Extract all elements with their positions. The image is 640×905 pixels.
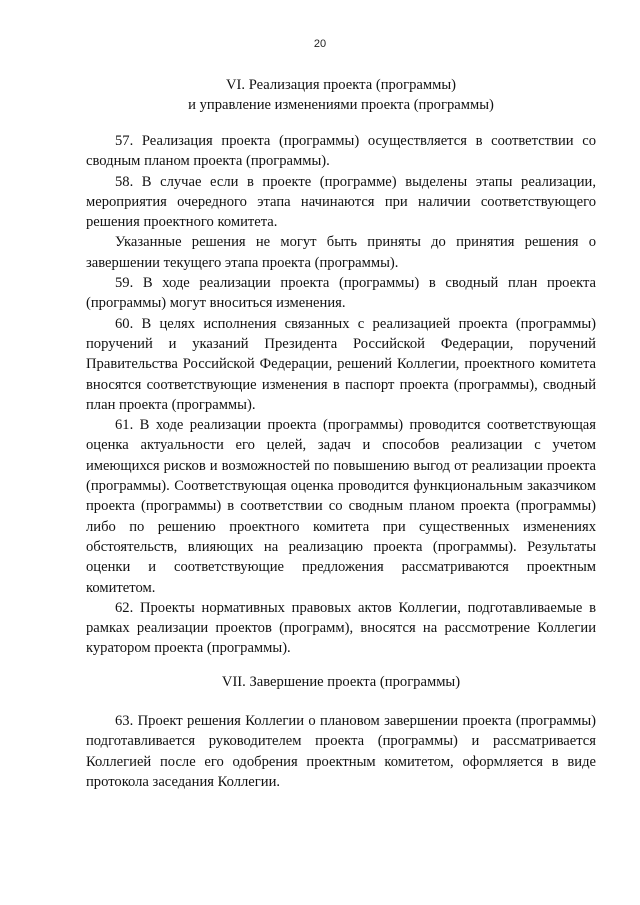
paragraph-60: 60. В целях исполнения связанных с реализацией проекта (программы) поручений и указаний Президента Российской Федерации, поручений Правительства Российской Федерации, решений Коллегии, проектного комитета вносятся соответствующие изменения в паспорт проекта (программы), сводный план проекта (программы). [86,315,596,413]
paragraph-62: 62. Проекты нормативных правовых актов Коллегии, подготавливаемые в рамках реализации проектов (программ), вносятся на рассмотрение Коллегии куратором проекта (программы). [86,599,596,657]
paragraph-58-continued: Указанные решения не могут быть приняты до принятия решения о завершении текущего этапа проекта (программы). [86,234,596,271]
paragraph-57: 57. Реализация проекта (программы) осуществляется в соответствии со сводным планом проекта (программы). [86,133,596,170]
section-heading-line: VII. Завершение проекта (программы) [221,674,461,690]
paragraph-58: 58. В случае если в проекте (программе) выделены этапы реализации, мероприятия очередного этапа начинаются при наличии соответствующего решения проектного комитета. [86,173,596,231]
section-body-vi [86,131,596,659]
paragraph-63: 63. Проект решения Коллегии о плановом завершении проекта (программы) подготавливается руководителем проекта (программы) и рассматривается Коллегией после его одобрения проектным комитетом, оформляется в виде протокола заседания Коллегии. [86,713,596,790]
paragraph-59: 59. В ходе реализации проекта (программы) в сводный план проекта (программы) могут вноситься изменения. [86,275,596,312]
section-body-vii [86,711,596,792]
section-heading-vii [86,672,596,692]
section-heading-vi [86,75,596,115]
section-heading-line: и управление изменениями проекта (программы) [188,97,494,113]
page-number: 20 [313,38,327,50]
section-heading-line: VI. Реализация проекта (программы) [226,77,456,93]
paragraph-61: 61. В ходе реализации проекта (программы) проводится соответствующая оценка актуальности его целей, задач и способов реализации с учетом имеющихся рисков и возможностей по повышению выгод от реализации проекта (программы). Соответствующая оценка проводится функциональным заказчиком проекта (программы) в соответствии со сводным планом проекта (программы) либо по решению проектного комитета при существенных изменениях обстоятельств, влияющих на реализацию проекта (программы). Результаты оценки и соответствующие предложения рассматриваются проектным комитетом. [86,417,596,596]
